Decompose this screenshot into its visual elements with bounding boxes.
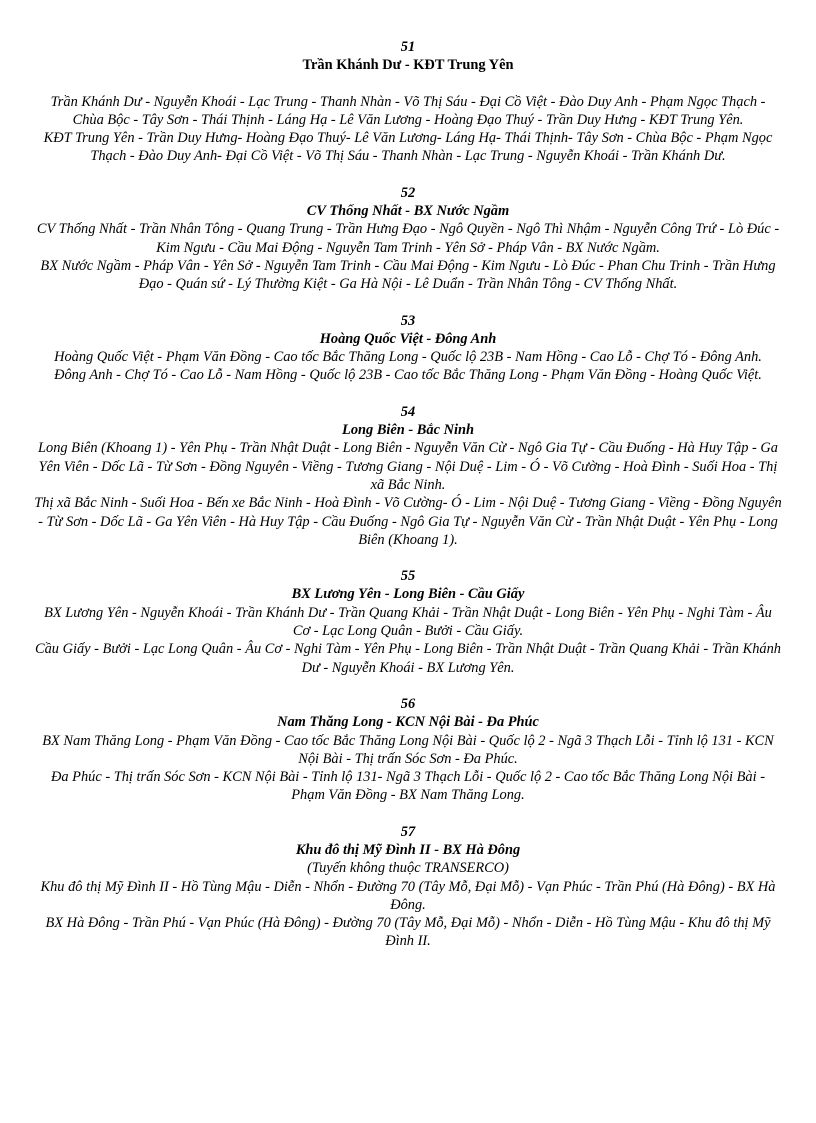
route-number: 57 <box>400 823 416 840</box>
route-56 <box>34 695 782 805</box>
route-title: BX Lương Yên - Long Biên - Cầu Giấy <box>291 586 525 603</box>
route-outbound: Hoàng Quốc Việt - Phạm Văn Đồng - Cao tốc Bắc Thăng Long - Quốc lộ 23B - Nam Hồng - Cao Lỗ - Chợ Tó - Đông Anh. <box>54 349 762 366</box>
route-title: Khu đô thị Mỹ Đình II - BX Hà Đông <box>295 841 521 858</box>
route-number: 56 <box>400 695 416 712</box>
route-55 <box>34 567 782 677</box>
route-outbound: Long Biên (Khoang 1) - Yên Phụ - Trần Nhật Duật - Long Biên - Nguyễn Văn Cừ - Ngô Gia Tự - Cầu Đuống - Hà Huy Tập - Ga Yên Viên - Dốc Lã - Từ Sơn - Đồng Nguyên - Viềng - Tương Giang - Nội Duệ - Lim - Ó - Võ Cường - Hoà Đình - Suối Hoa - Thị xã Bắc Ninh. <box>38 440 778 493</box>
route-inbound: KĐT Trung Yên - Trần Duy Hưng- Hoàng Đạo Thuý- Lê Văn Lương- Láng Hạ- Thái Thịnh- Tây Sơn - Chùa Bộc - Phạm Ngọc Thạch - Đào Duy Anh- Đại Cồ Việt - Võ Thị Sáu - Thanh Nhàn - Lạc Trung - Nguyễn Khoái - Trần Khánh Dư. <box>43 130 773 165</box>
route-inbound: Đa Phúc - Thị trấn Sóc Sơn - KCN Nội Bài - Tỉnh lộ 131- Ngã 3 Thạch Lỗi - Quốc lộ 2 - Cao tốc Bắc Thăng Long Nội Bài - Phạm Văn Đồng - BX Nam Thăng Long. <box>50 769 765 804</box>
route-title: Long Biên - Bắc Ninh <box>342 422 474 439</box>
route-51 <box>34 38 782 166</box>
route-title: Nam Thăng Long - KCN Nội Bài - Đa Phúc <box>277 714 539 731</box>
route-title: Hoàng Quốc Việt - Đông Anh <box>319 330 497 347</box>
route-outbound: CV Thống Nhất - Trần Nhân Tông - Quang Trung - Trần Hưng Đạo - Ngô Quyền - Ngô Thì Nhậm - Nguyễn Công Trứ - Lò Đúc - Kim Ngưu - Cầu Mai Động - Nguyễn Tam Trinh - Yên Sở - Pháp Vân - BX Nước Ngầm. <box>36 221 780 256</box>
route-outbound: BX Nam Thăng Long - Phạm Văn Đồng - Cao tốc Bắc Thăng Long Nội Bài - Quốc lộ 2 - Ngã 3 Thạch Lỗi - Tỉnh lộ 131 - KCN Nội Bài - Thị trấn Sóc Sơn - Đa Phúc. <box>42 732 774 767</box>
route-title: Trần Khánh Dư - KĐT Trung Yên <box>302 57 514 74</box>
route-number: 55 <box>400 568 416 585</box>
route-number: 54 <box>400 403 416 420</box>
document-page <box>34 38 782 969</box>
route-inbound: Đông Anh - Chợ Tó - Cao Lỗ - Nam Hồng - Quốc lộ 23B - Cao tốc Bắc Thăng Long - Phạm Văn Đồng - Hoàng Quốc Việt. <box>54 367 762 384</box>
route-inbound: Thị xã Bắc Ninh - Suối Hoa - Bến xe Bắc Ninh - Hoà Đình - Võ Cường- Ó - Lim - Nội Duệ - Tương Giang - Viềng - Đồng Nguyên - Từ Sơn - Dốc Lã - Ga Yên Viên - Hà Huy Tập - Cầu Đuống - Ngô Gia Tự - Nguyễn Văn Cừ - Trần Nhật Duật - Yên Phụ - Long Biên (Khoang 1). <box>34 495 782 548</box>
route-inbound: Cầu Giấy - Bưởi - Lạc Long Quân - Âu Cơ - Nghi Tàm - Yên Phụ - Long Biên - Trần Nhật Duật - Trần Quang Khải - Trần Khánh Dư - Nguyễn Khoái - BX Lương Yên. <box>35 641 781 676</box>
route-number: 53 <box>400 312 416 329</box>
route-52 <box>34 184 782 294</box>
route-53 <box>34 312 782 385</box>
route-number: 52 <box>400 184 416 201</box>
route-outbound: Trần Khánh Dư - Nguyễn Khoái - Lạc Trung - Thanh Nhàn - Võ Thị Sáu - Đại Cồ Việt - Đào Duy Anh - Phạm Ngọc Thạch - Chùa Bộc - Tây Sơn - Thái Thịnh - Láng Hạ - Lê Văn Lương - Hoàng Đạo Thuý - Trần Duy Hưng - KĐT Trung Yên. <box>50 93 766 128</box>
route-outbound: Khu đô thị Mỹ Đình II - Hồ Tùng Mậu - Diễn - Nhổn - Đường 70 (Tây Mỗ, Đại Mỗ) - Vạn Phúc - Trần Phú (Hà Đông) - BX Hà Đông. <box>40 878 776 913</box>
route-number: 51 <box>400 39 416 55</box>
route-inbound: BX Nước Ngầm - Pháp Vân - Yên Sở - Nguyễn Tam Trinh - Cầu Mai Động - Kim Ngưu - Lò Đúc - Phan Chu Trinh - Trần Hưng Đạo - Quán sứ - Lý Thường Kiệt - Ga Hà Nội - Lê Duẩn - Trần Nhân Tông - CV Thống Nhất. <box>40 257 776 293</box>
route-note: (Tuyến không thuộc TRANSERCO) <box>307 860 509 877</box>
route-54 <box>34 403 782 549</box>
route-inbound: BX Hà Đông - Trần Phú - Vạn Phúc (Hà Đông) - Đường 70 (Tây Mỗ, Đại Mỗ) - Nhổn - Diễn - Hồ Tùng Mậu - Khu đô thị Mỹ Đình II. <box>45 915 771 950</box>
route-outbound: BX Lương Yên - Nguyễn Khoái - Trần Khánh Dư - Trần Quang Khải - Trần Nhật Duật - Long Biên - Yên Phụ - Nghi Tàm - Âu Cơ - Lạc Long Quân - Bưởi - Cầu Giấy. <box>44 604 772 640</box>
route-title: CV Thống Nhất - BX Nước Ngầm <box>306 203 510 220</box>
route-57 <box>34 823 782 951</box>
